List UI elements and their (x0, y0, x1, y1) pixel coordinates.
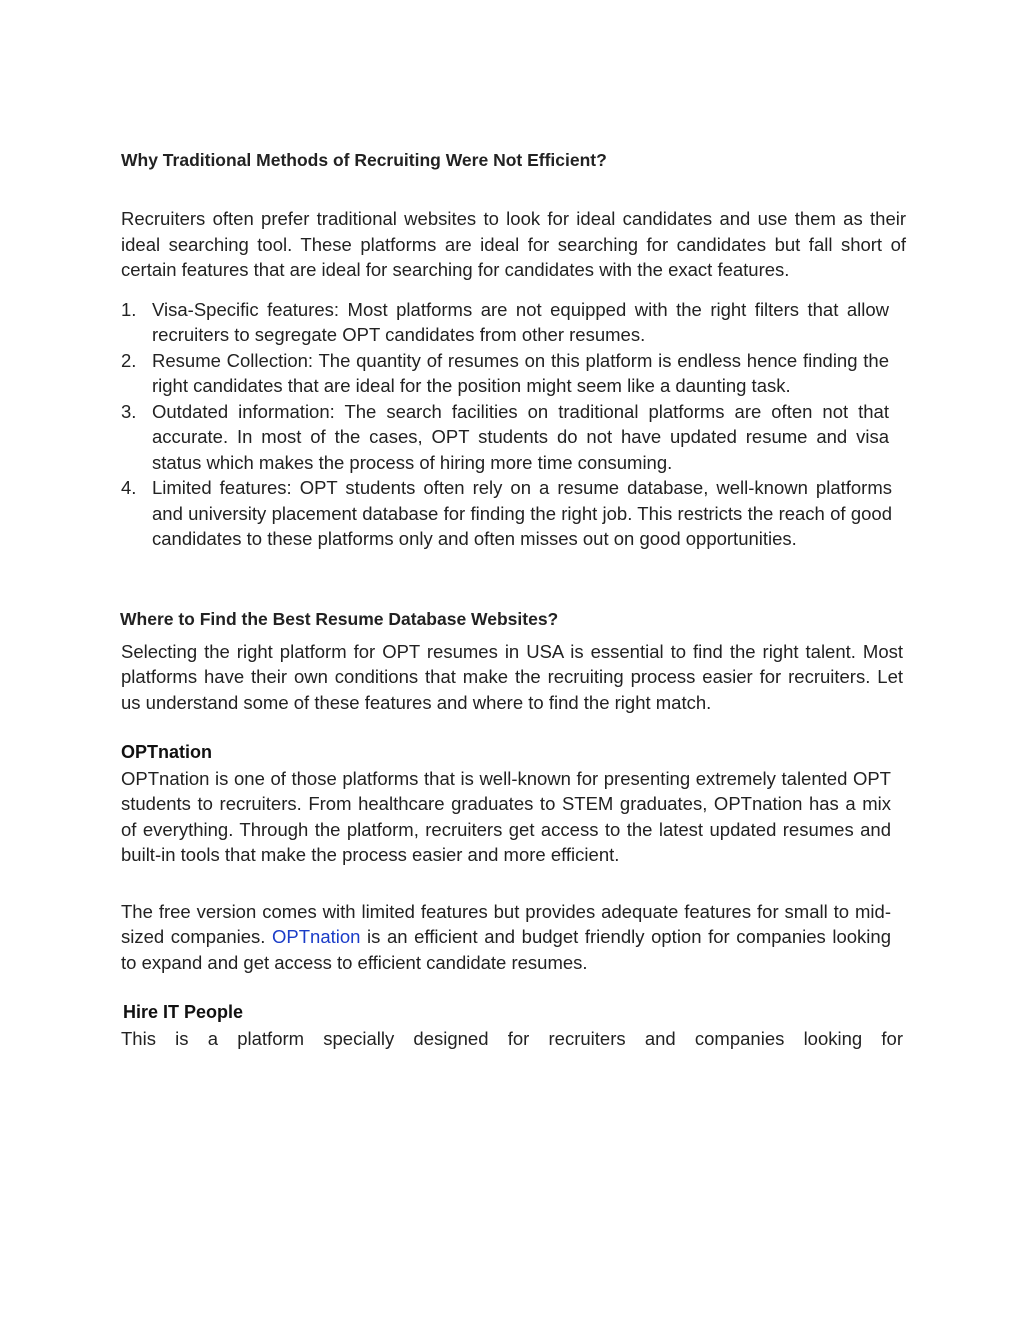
list-item-text: Visa-Specific features: Most platforms are not equipped with the right filters that allow recruiters to segregate OPT candidates from other resumes. (152, 298, 889, 345)
section-heading-traditional-methods: Why Traditional Methods of Recruiting Were Not Efficient? (121, 150, 607, 170)
document-page (121, 146, 906, 1051)
optnation-paragraph-2 (121, 899, 891, 976)
optnation-link[interactable]: OPTnation (272, 926, 361, 947)
section2-intro-paragraph: Selecting the right platform for OPT resumes in USA is essential to find the right talent. Most platforms have their own conditions that make the recruiting process easier for recruiters. Let us understand some of these features and where to find the right match. (121, 640, 903, 713)
list-item (121, 399, 889, 476)
list-item-number: 2. (121, 349, 137, 371)
list-item-text: Outdated information: The search facilities on traditional platforms are often not that accurate. In most of the cases, OPT students do not have updated resume and visa status which makes the process of hiring more time consuming. (152, 400, 889, 473)
optnation-para2-text-before: The free version comes with limited features but provides adequate features for small to mid-sized companies. (121, 900, 891, 947)
section-heading-best-resume-database: Where to Find the Best Resume Database Websites? (120, 608, 559, 629)
list-item-text: Resume Collection: The quantity of resumes on this platform is endless hence finding the right candidates that are ideal for the position might seem like a daunting task. (152, 349, 889, 396)
reasons-list (121, 297, 906, 552)
hire-it-people-paragraph: This is a platform specially designed for recruiters and companies looking for (121, 1027, 903, 1049)
optnation-paragraph: OPTnation is one of those platforms that is well-known for presenting extremely talented OPT students to recruiters. From healthcare graduates to STEM graduates, OPTnation has a mix of everything. Through the platform, recruiters get access to the latest updated resumes and built-in tools that make the process easier and more efficient. (121, 767, 891, 865)
intro-paragraph: Recruiters often prefer traditional websites to look for ideal candidates and use them as their ideal searching tool. These platforms are ideal for searching for candidates but fall short of certain features that are ideal for searching for candidates with the exact features. (121, 208, 906, 280)
list-item (121, 297, 889, 348)
list-item (121, 475, 892, 552)
optnation-title: OPTnation (121, 742, 212, 762)
list-item-number: 4. (121, 477, 137, 498)
list-item-text: Limited features: OPT students often rely on a resume database, well-known platforms and university placement database for finding the right job. This restricts the reach of good candidates to these platforms only and often misses out on good opportunities. (152, 477, 892, 549)
list-item (121, 348, 889, 399)
list-item-number: 1. (121, 298, 137, 320)
optnation-para2-text-after: is an efficient and budget friendly option for companies looking to expand and get access to efficient candidate resumes. (121, 926, 891, 973)
list-item-number: 3. (121, 400, 137, 422)
hire-it-people-title: Hire IT People (123, 1002, 244, 1022)
